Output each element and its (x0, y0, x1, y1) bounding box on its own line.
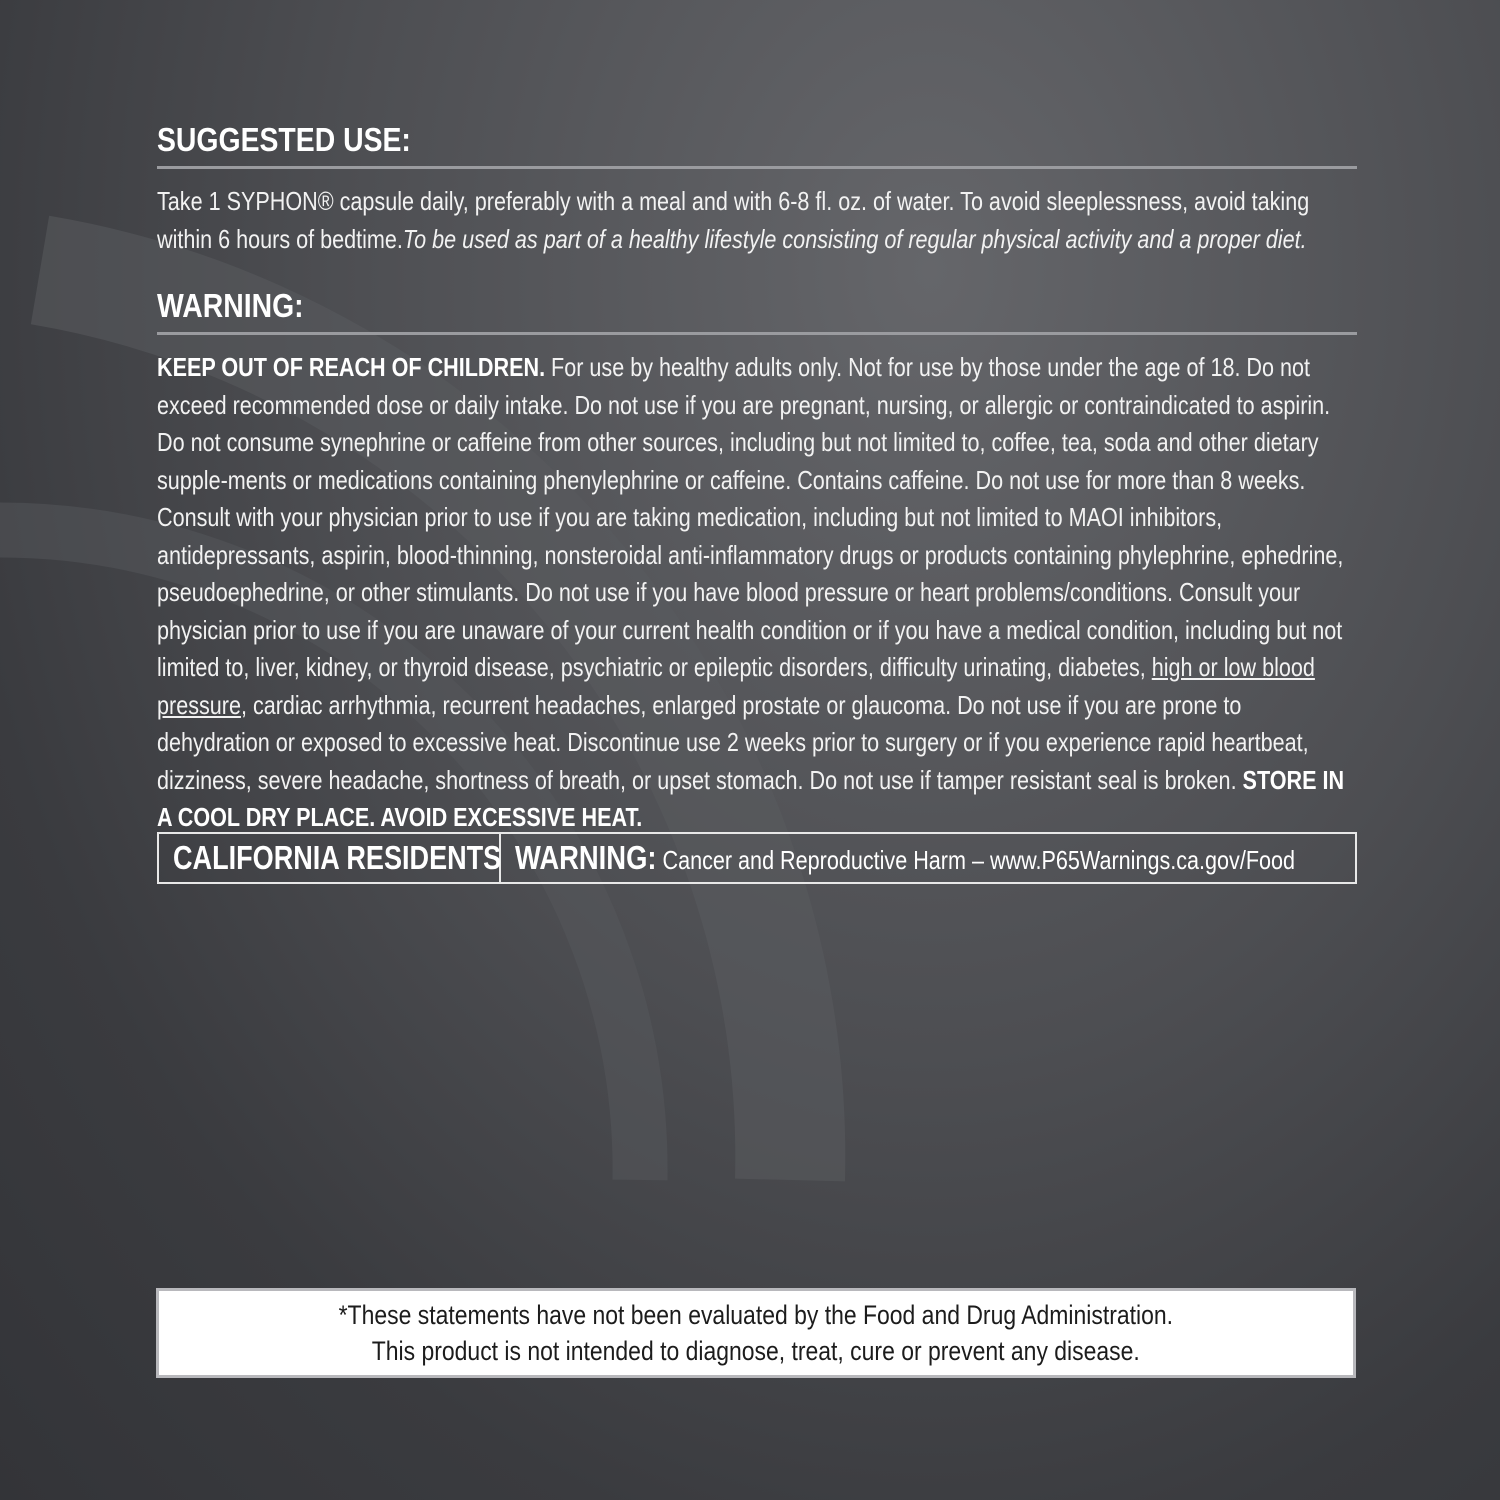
warning-heading: WARNING: (157, 287, 304, 324)
warning-storage-instruction: STORE IN A COOL DRY PLACE. AVOID EXCESSIVE HEAT. (157, 764, 1345, 832)
suggested-use-heading: SUGGESTED USE: (157, 121, 411, 158)
warning-body-part1: For use by healthy adults only. Not for use by those under the age of 18. Do not exceed recommended dose or daily intake. Do not use if you are pregnant, nursing, or allergic or contraindicated to aspirin. Do not consume synephrine or caffeine from other sources, including but not limited to, coffee, tea, soda and other dietary supple-ments or medications containing phenylephrine or caffeine. Contains caffeine. Do not use for more than 8 weeks. Consult with your physician prior to use if you are taking medication, including but not limited to MAOI inhibitors, antidepressants, aspirin, blood-thinning, nonsteroidal anti-inflammatory drugs or products containing phylephrine, ephedrine, pseudoephedrine, or other stimulants. Do not use if you have blood pressure or heart problems/conditions. Consult your physician prior to use if you are unaware of your current health condition or if you have a medical condition, including but not limited to, liver, kidney, or thyroid disease, psychiatric or epileptic disorders, difficulty urinating, diabetes, (157, 352, 1344, 682)
heading-divider (157, 332, 1357, 335)
california-residents-label: CALIFORNIA RESIDENTS (159, 834, 501, 882)
warning-keep-out-of-reach: KEEP OUT OF REACH OF CHILDREN. (157, 352, 546, 382)
california-warning-message: Cancer and Reproductive Harm – www.P65Warnings.ca.gov/Food (656, 845, 1296, 875)
fda-disclaimer-box (156, 1288, 1356, 1378)
warning-section (157, 284, 1357, 837)
suggested-use-directions: Take 1 SYPHON® capsule daily, preferably with a meal and with 6-8 fl. oz. of water. To avoid sleeplessness, avoid taking within 6 hours of bedtime. (157, 186, 1310, 254)
label-content (157, 118, 1357, 837)
warning-text (157, 349, 1357, 837)
warning-blood-pressure-underlined: high or low blood pressure (157, 652, 1315, 720)
warning-body-part2: , cardiac arrhythmia, recurrent headaches, enlarged prostate or glaucoma. Do not use if you are prone to dehydration or exposed to excessive heat. Discontinue use 2 weeks prior to surgery or if you experience rapid heartbeat, dizziness, severe headache, shortness of breath, or upset stomach. Do not use if tamper resistant seal is broken. (157, 689, 1309, 795)
suggested-use-section (157, 118, 1357, 258)
heading-divider (157, 166, 1357, 169)
fda-disclaimer-line1: *These statements have not been evaluated by the Food and Drug Administration. (338, 1300, 1174, 1330)
california-warning-box (157, 832, 1357, 884)
california-warning-text (501, 839, 1357, 877)
suggested-use-text (157, 183, 1357, 258)
fda-disclaimer-line2: This product is not intended to diagnose, treat, cure or prevent any disease. (371, 1336, 1140, 1366)
suggested-use-lifestyle-note: To be used as part of a healthy lifestyle consisting of regular physical activity and a proper diet. (402, 223, 1307, 254)
california-warning-label: WARNING: (515, 839, 657, 876)
